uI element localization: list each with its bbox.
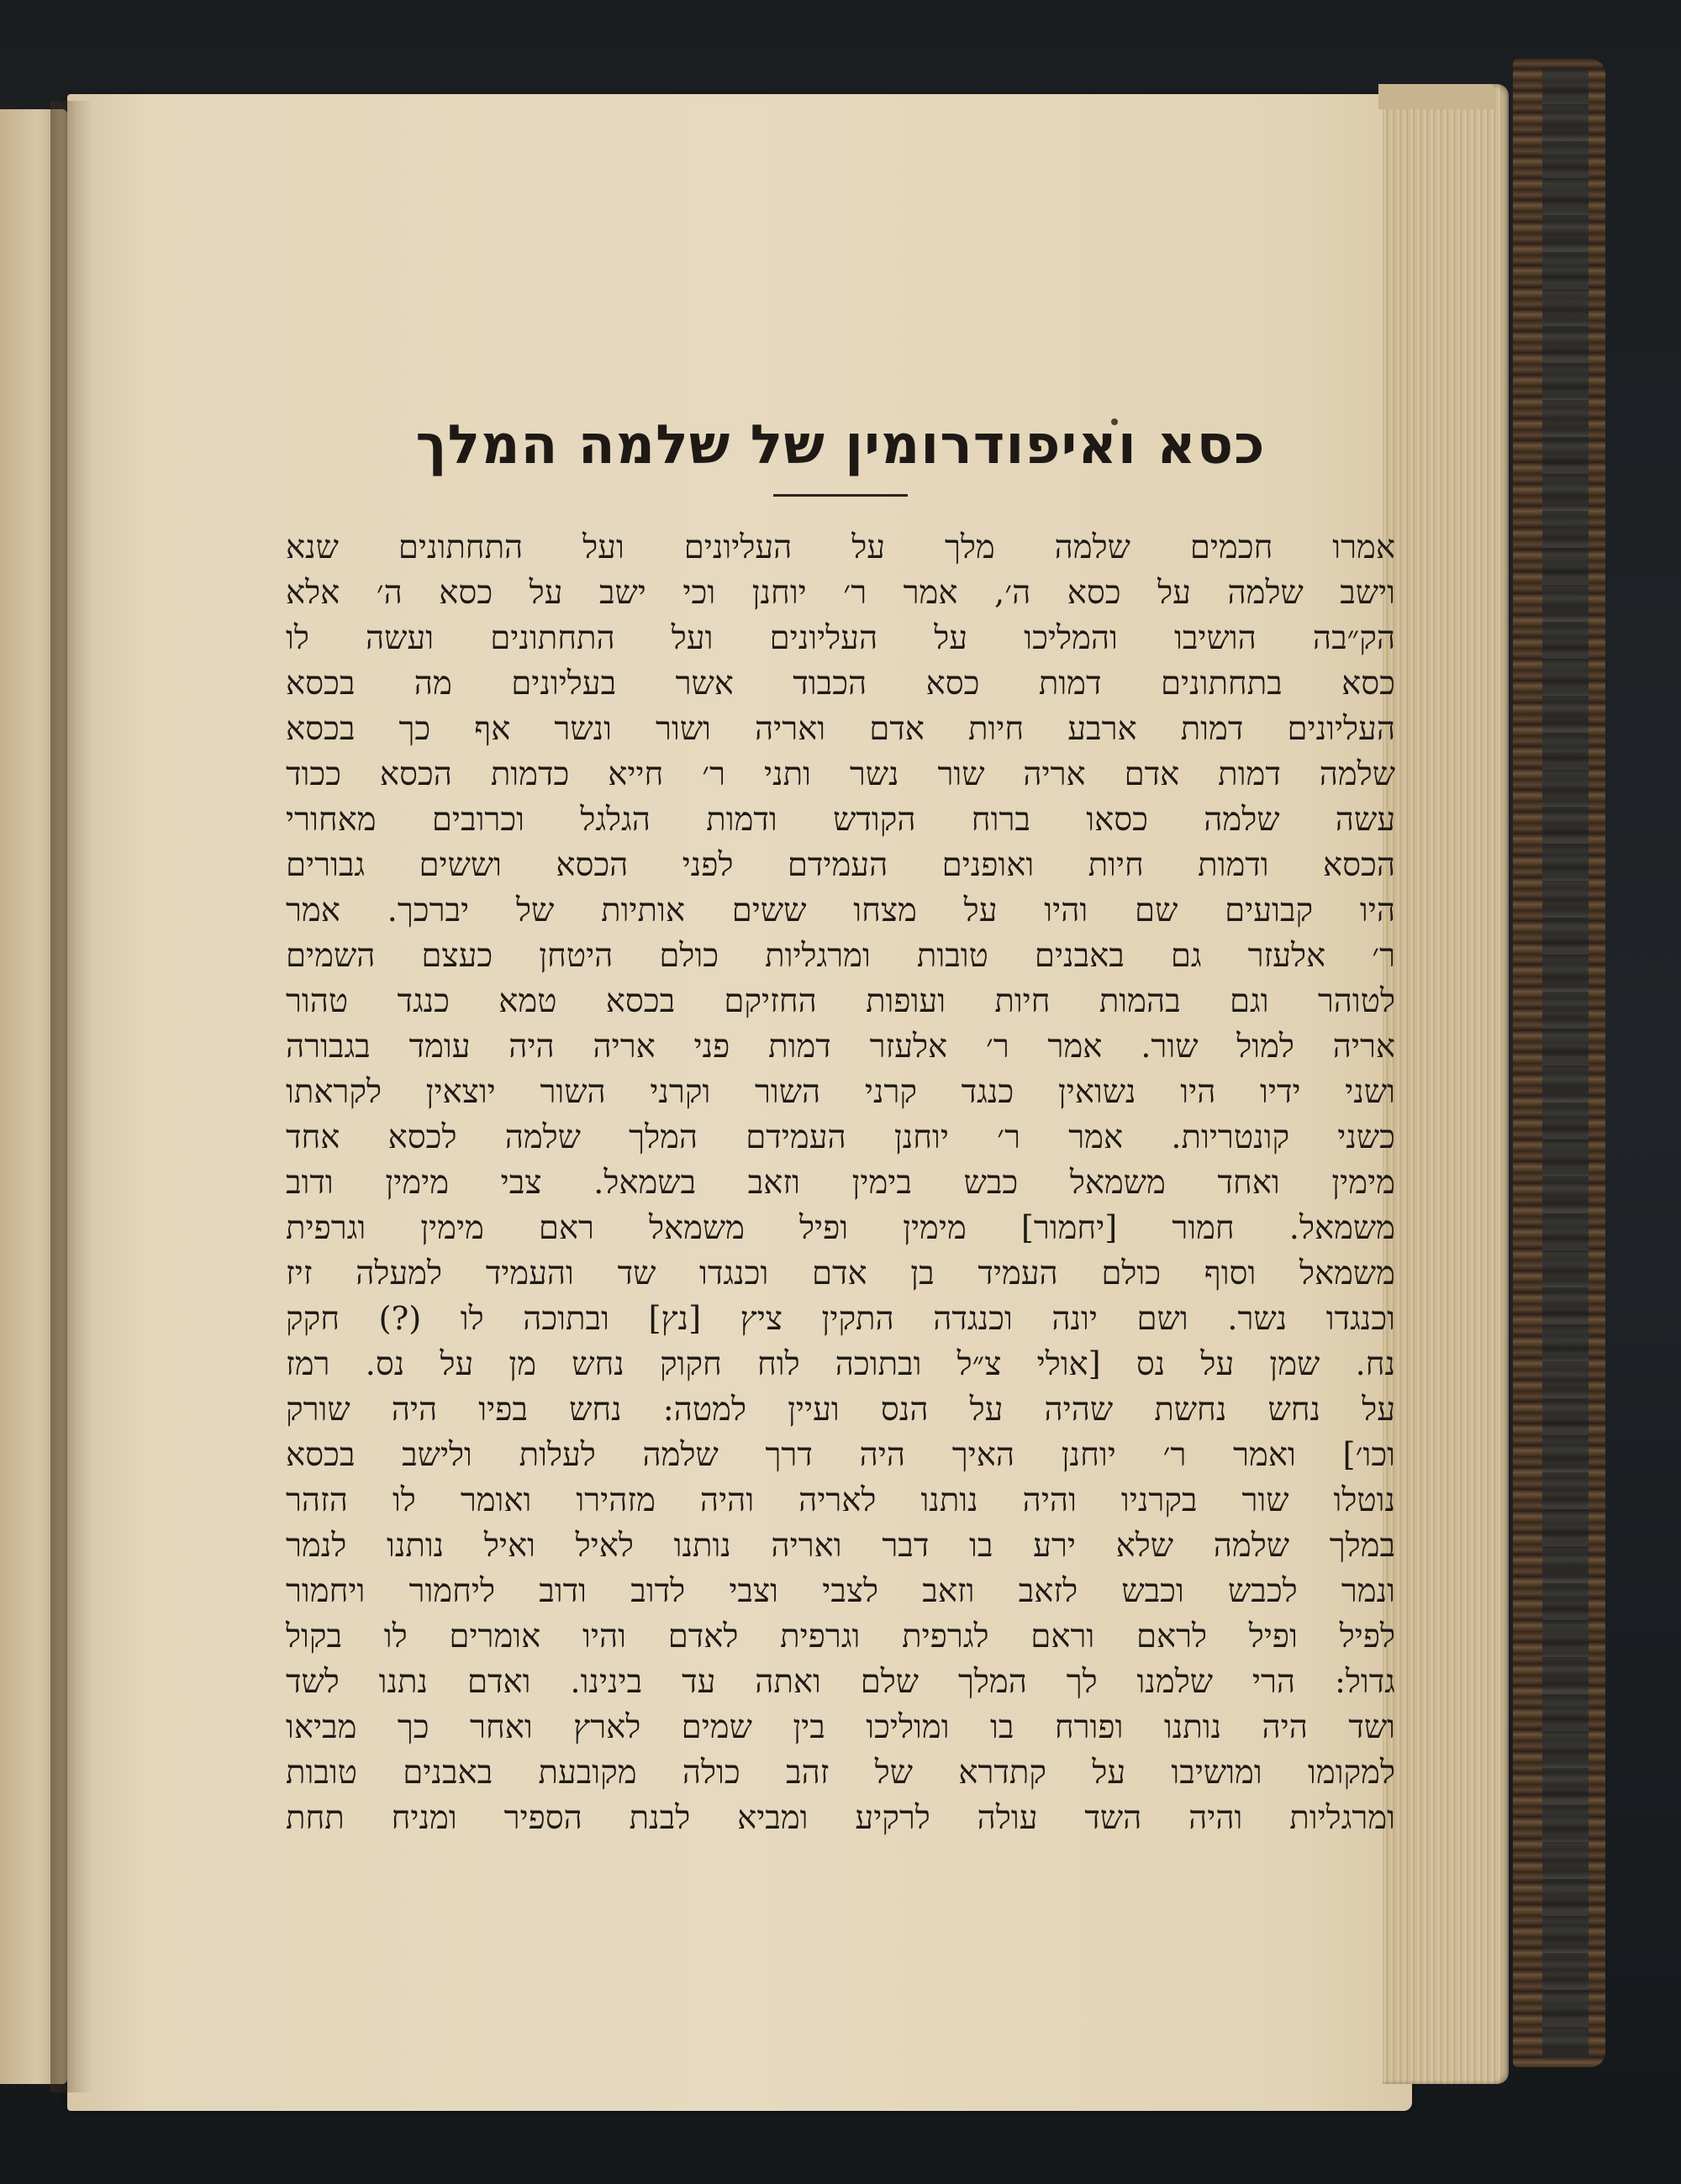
text-line: וכו׳] ואמר ר׳ יוחנן האיך היה דרך שלמה לעלות ולישב בכסא: [286, 1436, 1395, 1474]
text-line: למקומו ומושיבו על קתדרא של זהב כולה מקובעת באבנים טובות: [286, 1754, 1395, 1792]
title-rule: [773, 494, 908, 497]
body-text: [286, 525, 1395, 1841]
text-line: הק״בה הושיבו והמליכו על העליונים ועל התחתונים ועשה לו: [286, 619, 1395, 657]
text-line: העליונים דמות ארבע חיות אדם ואריה ושור ונשר אף כך בכסא: [286, 710, 1395, 748]
text-line: ר׳ אלעזר גם באבנים טובות ומרגליות כולם היטחן כעצם השמים: [286, 937, 1395, 975]
text-line: לטוהר וגם בהמות חיות ועופות החזיקם בכסא טמא כנגד טהור: [286, 982, 1395, 1020]
page-block-top: [1378, 84, 1496, 109]
gutter-shadow: [50, 101, 92, 2092]
text-line: מימין ואחד משמאל כבש בימין וזאב בשמאל. צבי מימין ודוב: [286, 1164, 1395, 1202]
text-line: עשה שלמה כסאו ברוח הקודש ודמות הגלגל וכרובים מאחורי: [286, 801, 1395, 839]
text-line: וכנגדו נשר. ושם יונה וכנגדה התקין ציץ [נץ] ובתוכה לו (?) חקק: [286, 1300, 1395, 1338]
text-line: משמאל וסוף כולם העמיד בן אדם וכנגדו שד והעמיד למעלה זיז: [286, 1255, 1395, 1292]
text-line: היו קבועים שם והיו על מצחו ששים אותיות של יברכך. אמר: [286, 892, 1395, 929]
page-block-edges: [1383, 84, 1509, 2084]
text-line: ומרגליות והיה השד עולה לרקיע ומביא לבנת הספיר ומניח תחת: [286, 1799, 1395, 1837]
text-line: גדול: הרי שלמנו לך המלך שלם ואתה עד בינינו. ואדם נתנו לשד: [286, 1663, 1395, 1701]
text-line: ושני ידיו היו נשואין כנגד קרני השור וקרני השור יוצאין לקראתו: [286, 1073, 1395, 1111]
text-line: על נחש נחשת שהיה על הנס ועיין למטה: נחש בפיו היה שורק: [286, 1391, 1395, 1429]
text-line: לפיל ופיל לראם וראם לגרפית וגרפית לאדם והיו אומרים לו בקול: [286, 1618, 1395, 1655]
text-column: [286, 403, 1395, 1841]
text-line: נח. שמן על נס [אולי צ״ל ובתוכה לוח חקוק נחש מן על נס. רמז: [286, 1345, 1395, 1383]
text-line: שלמה דמות אדם אריה שור נשר ותני ר׳ חייא כדמות הכסא ככוד: [286, 755, 1395, 793]
text-line: במלך שלמה שלא ירע בו דבר ואריה נותנו לאיל ואיל נותנו לנמר: [286, 1527, 1395, 1565]
cover-binding: [1542, 67, 1589, 2059]
text-line: כשני קונטריות. אמר ר׳ יוחנן העמידם המלך שלמה לכסא אחד: [286, 1118, 1395, 1156]
text-line: הכסא ודמות חיות ואופנים העמידם לפני הכסא וששים גבורים: [286, 846, 1395, 884]
text-line: אריה למול שור. אמר ר׳ אלעזר דמות פני אריה היה עומד בגבורה: [286, 1028, 1395, 1066]
text-line: ונמר לכבש וכבש לזאב וזאב לצבי וצבי לדוב ודוב ליחמור ויחמור: [286, 1572, 1395, 1610]
text-line: כסא בתחתונים דמות כסא הכבוד אשר בעליונים מה בכסא: [286, 665, 1395, 703]
text-line: משמאל. חמור [יחמור] מימין ופיל משמאל ראם מימין וגרפית: [286, 1209, 1395, 1247]
chapter-title: כסא ואיפודרומין של שלמה המלך: [415, 414, 1266, 476]
text-line: נוטלו שור בקרניו והיה נותנו לאריה והיה מזהירו ואומר לו הזהר: [286, 1481, 1395, 1519]
text-line: ושד היה נותנו ופורח בו ומוליכו בין שמים לארץ ואחר כך מביאו: [286, 1708, 1395, 1746]
text-line: אמרו חכמים שלמה מלך על העליונים ועל התחתונים שנא: [286, 529, 1395, 566]
text-line: וישב שלמה על כסא ה׳, אמר ר׳ יוחנן וכי ישב על כסא ה׳ אלא: [286, 574, 1395, 612]
